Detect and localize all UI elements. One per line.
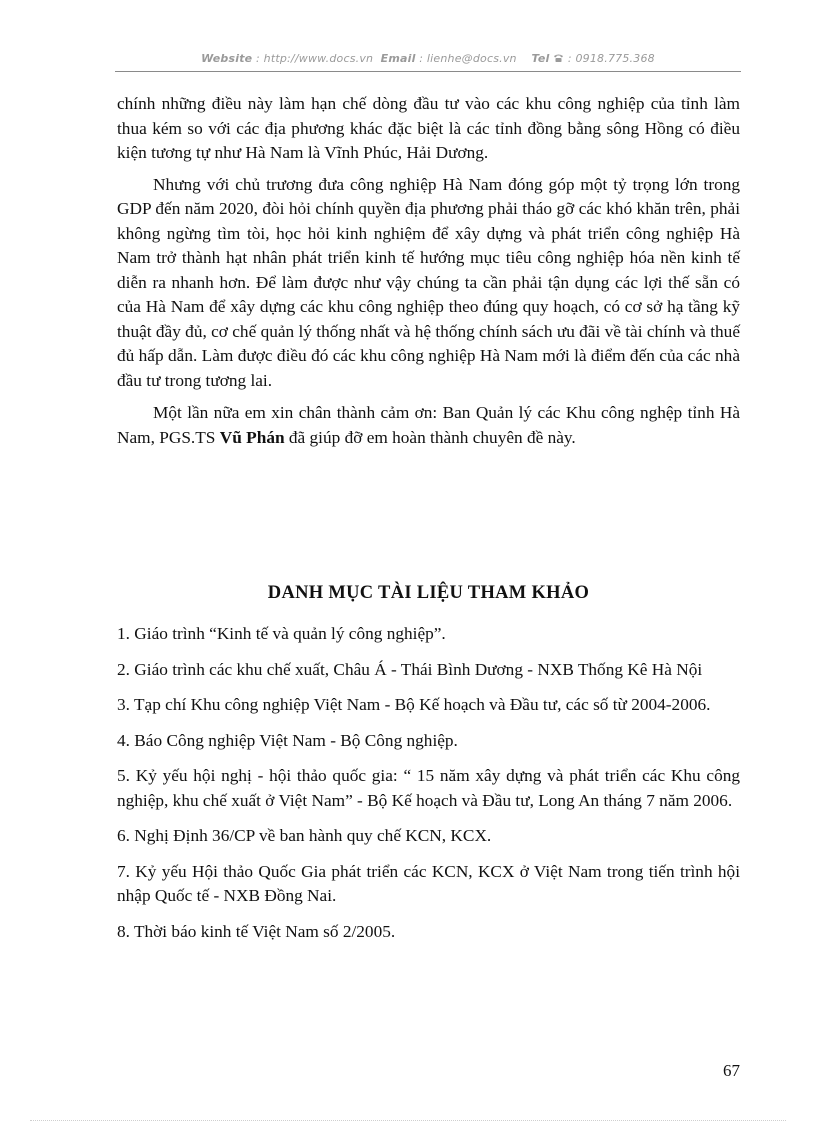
reference-item-7: 7. Kỷ yếu Hội thảo Quốc Gia phát triển các KCN, KCX ở Việt Nam trong tiến trình hội nhập Quốc tế - NXB Đồng Nai. [117, 861, 740, 905]
email-value: : lienhe@docs.vn [419, 52, 517, 65]
reference-item-4: 4. Báo Công nghiệp Việt Nam - Bộ Công nghiệp. [117, 730, 458, 750]
phone-icon [553, 53, 564, 63]
tel-value: : 0918.775.368 [567, 52, 655, 65]
email-label: Email [380, 52, 416, 65]
paragraph-1: chính những điều này làm hạn chế dòng đầu tư vào các khu công nghiệp của tỉnh làm thua kém so với các địa phương khác đặc biệt là các tỉnh đồng bằng sông Hồng có điều kiện tương tự như Hà Nam là Vĩnh Phúc, Hải Dương. [117, 94, 740, 162]
reference-item-8: 8. Thời báo kinh tế Việt Nam số 2/2005. [117, 921, 396, 941]
website-label: Website [201, 52, 253, 65]
footer-divider [30, 1120, 786, 1121]
body-text [117, 92, 740, 458]
reference-item-1: 1. Giáo trình “Kinh tế và quản lý công nghiệp”. [117, 624, 446, 643]
page-number: 67 [723, 1061, 740, 1080]
paragraph-2: Nhưng với chủ trương đưa công nghiệp Hà Nam đóng góp một tỷ trọng lớn trong GDP đến năm 2020, đòi hỏi chính quyền địa phương phải tháo gỡ các khó khăn trên, phải không ngừng tìm tòi, học hỏi kinh nghiệm để xây dựng và phát triển công nghiệp Hà Nam trở thành hạt nhân phát triển kinh tế hướng mục tiêu công nghiệp hóa nền kinh tế diễn ra nhanh hơn. Để làm được như vậy chúng ta cần phải tận dụng các lợi thế sẵn có của Hà Nam để xây dựng các khu công nghiệp theo đúng quy hoạch, có cơ sở hạ tầng kỹ thuật đầy đủ, cơ chế quản lý thống nhất và hệ thống chính sách ưu đãi về tài chính và thuế đủ hấp dẫn. Làm được điều đó các khu công nghiệp Hà Nam mới là điểm đến của các nhà đầu tư trong tương lai. [117, 174, 740, 390]
reference-item-2: 2. Giáo trình các khu chế xuất, Châu Á - Thái Bình Dương - NXB Thống Kê Hà Nội [117, 659, 703, 679]
website-value: : http://www.docs.vn [256, 52, 374, 65]
tel-label: Tel [531, 52, 550, 65]
paragraph-3-end: đã giúp đỡ em hoàn thành chuyên đề này. [284, 427, 576, 447]
references-list [117, 622, 740, 955]
reference-item-5: 5. Kỷ yếu hội nghị - hội thảo quốc gia: “ 15 năm xây dựng và phát triển các Khu công nghiệp, khu chế xuất ở Việt Nam” - Bộ Kế hoạch và Đầu tư, Long An tháng 7 năm 2006. [117, 766, 740, 810]
reference-item-3: 3. Tạp chí Khu công nghiệp Việt Nam - Bộ Kế hoạch và Đầu tư, các số từ 2004-2006. [117, 695, 711, 714]
page-header [115, 52, 741, 65]
reference-item-6: 6. Nghị Định 36/CP về ban hành quy chế KCN, KCX. [117, 826, 492, 845]
paragraph-3 [117, 401, 740, 450]
advisor-name: Vũ Phán [219, 427, 285, 447]
header-divider [115, 71, 741, 72]
paragraph-3-start: Một lần nữa em xin chân thành cảm ơn: Ban Quản lý các Khu công nghệp tỉnh Hà Nam, PGS.TS [117, 403, 740, 447]
references-title: DANH MỤC TÀI LIỆU THAM KHẢO [267, 583, 590, 603]
